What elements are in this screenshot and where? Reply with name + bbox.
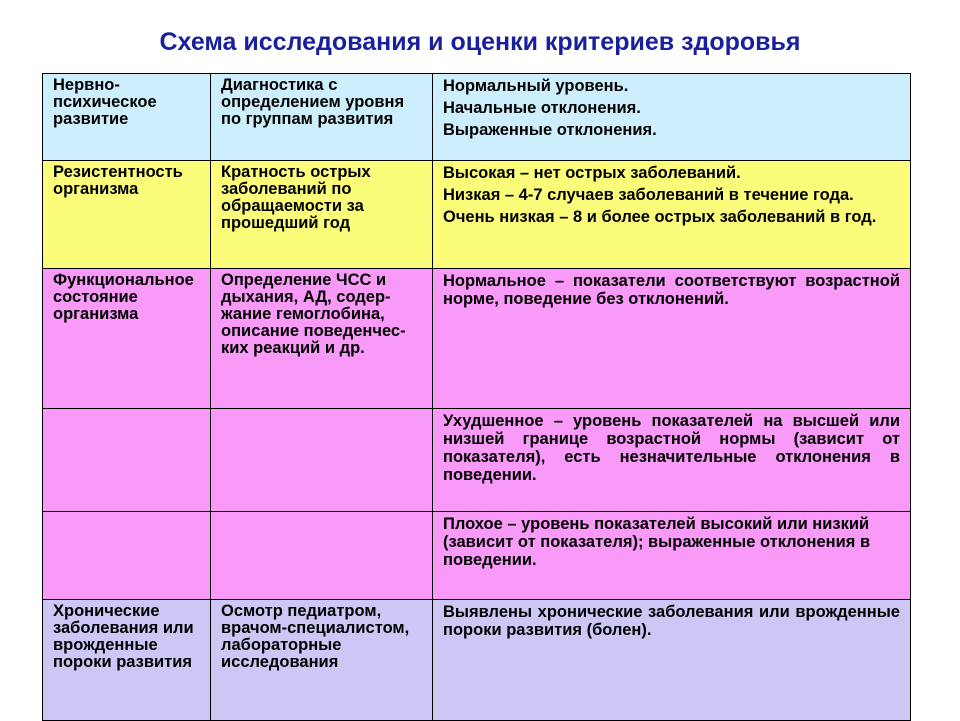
method-cell	[211, 512, 433, 600]
page-title: Схема исследования и оценки критериев здоровья	[159, 28, 801, 56]
table-row	[43, 512, 911, 600]
assessment-cell	[433, 74, 911, 161]
method-cell: Кратность острых заболеваний по обращаемости за прошедший год	[211, 161, 433, 269]
assessment-line: Высокая – нет острых заболеваний.	[443, 164, 741, 182]
assessment-cell	[433, 409, 911, 512]
table-row	[43, 74, 911, 161]
method-cell: Осмотр педиатром, врачом-специалистом, лабораторные исследования	[211, 600, 433, 721]
assessment-cell	[433, 512, 911, 600]
criterion-cell: Резистентность организма	[43, 161, 211, 269]
method-cell: Диагностика с определением уровня по группам развития	[211, 74, 433, 161]
table-row	[43, 161, 911, 269]
assessment-line: Начальные отклонения.	[443, 99, 641, 117]
assessment-line: Нормальный уровень.	[443, 77, 629, 95]
table-row	[43, 269, 911, 409]
assessment-cell	[433, 161, 911, 269]
criterion-cell: Функциональное состояние организма	[43, 269, 211, 409]
health-criteria-table	[42, 73, 911, 721]
criterion-cell	[43, 512, 211, 600]
assessment-line: Низкая – 4-7 случаев заболеваний в течение года.	[443, 186, 854, 204]
assessment-line: Ухудшенное – уровень показателей на высшей или низшей границе возрастной нормы (зависит от показателя), есть незначительные отклонения в поведении.	[443, 412, 900, 484]
criterion-cell: Нервно-психическое развитие	[43, 74, 211, 161]
assessment-line: Нормальное – показатели соответствуют возрастной норме, поведение без отклонений.	[443, 272, 900, 308]
criterion-cell	[43, 409, 211, 512]
assessment-line: Выраженные отклонения.	[443, 121, 657, 139]
method-cell	[211, 409, 433, 512]
criterion-cell: Хронические заболевания или врожденные пороки развития	[43, 600, 211, 721]
table-row	[43, 600, 911, 721]
assessment-cell	[433, 600, 911, 721]
assessment-line: Очень низкая – 8 и более острых заболеваний в год.	[443, 208, 877, 226]
assessment-line: Выявлены хронические заболевания или врожденные пороки развития (болен).	[443, 603, 900, 639]
method-cell: Определение ЧСС и дыхания, АД, содер-жание гемоглобина, описание поведенчес-ких реакций и др.	[211, 269, 433, 409]
assessment-line: Плохое – уровень показателей высокий или низкий (зависит от показателя); выраженные отклонения в поведении.	[443, 515, 871, 569]
assessment-cell	[433, 269, 911, 409]
table-row	[43, 409, 911, 512]
